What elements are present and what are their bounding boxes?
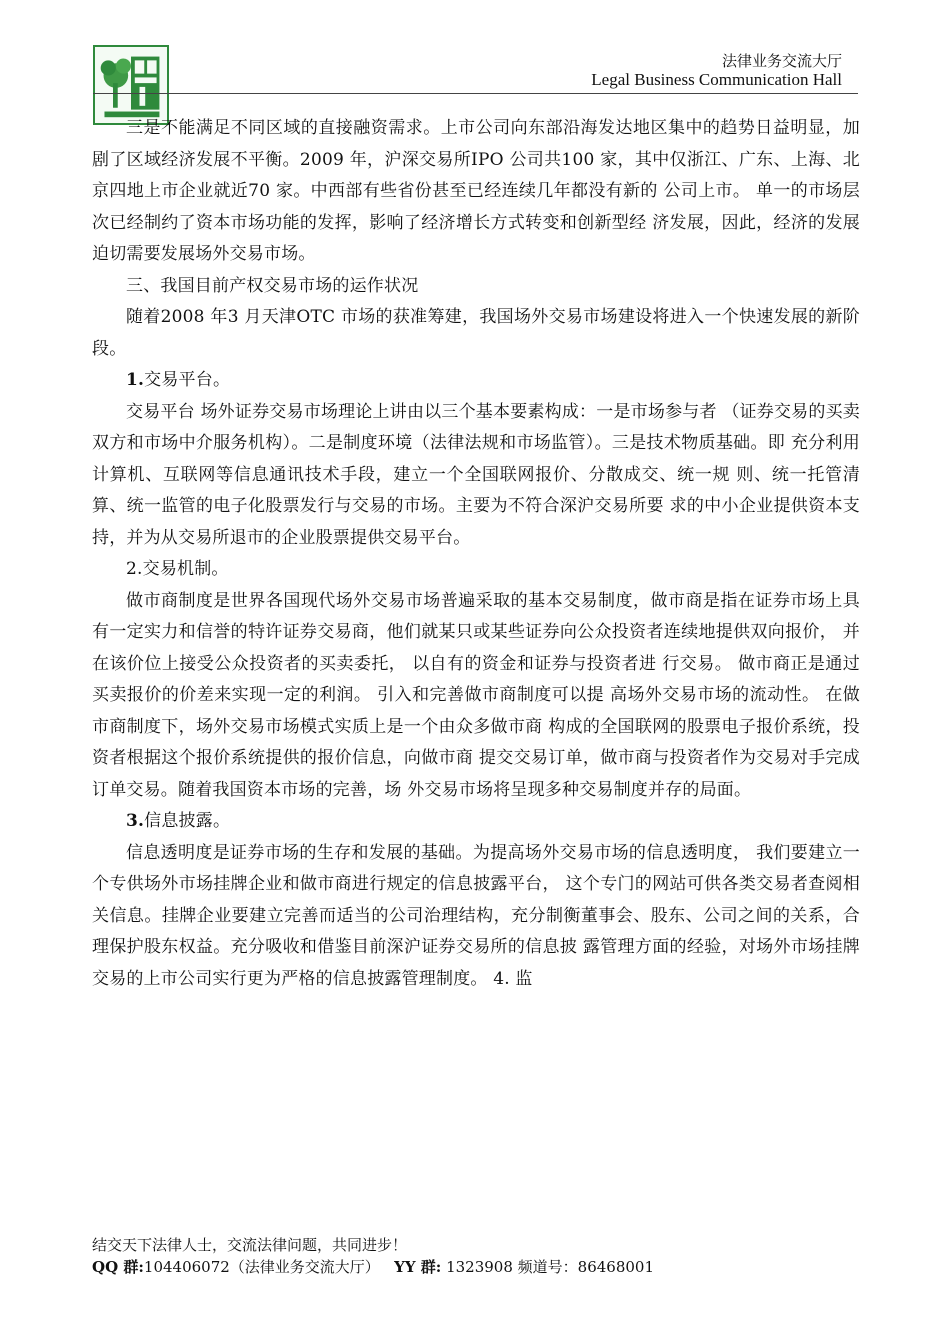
yy-group-label: YY 群: (394, 1258, 442, 1276)
law-tree-logo-icon (95, 47, 167, 123)
subheading-trading-mechanism: 2.交易机制。 (126, 559, 229, 579)
paragraph-market-maker: 做市商制度是世界各国现代场外交易市场普遍采取的基本交易制度，做市商是指在证券市场上具有一定实力和信誉的特许证券交易商，他们就某只或某些证券向公众投资者连续地提供双向报价， 并在该价位上接受公众投资者的买卖委托， 以自有的资金和证券与投资者进 行交易。 做市商正是通过买卖报价的价差来实现一定的利润。 引入和完善做市商制度可以提 高场外交易市场的流动性。 在做市商制度下，场外交易市场模式实质上是一个由众多做市商 构成的全国联网的股票电子报价系统，投资者根据这个报价系统提供的报价信息，向做市商 提交交易订单，做市商与投资者作为交易对手完成订单交易。随着我国资本市场的完善，场 外交易市场将呈现多种交易制度并存的局面。 (92, 590, 860, 800)
page-footer (92, 1234, 654, 1278)
paragraph-regional-financing: 三是不能满足不同区域的直接融资需求。上市公司向东部沿海发达地区集中的趋势日益明显，加剧了区域经济发展不平衡。2009 年，沪深交易所IPO 公司共100 家，其中仅浙江、广东、上海、北京四地上市企业就近70 家。中西部有些省份甚至已经连续几年都没有新的 公司上市。 单一的市场层次已经制约了资本市场功能的发挥，影响了经济增长方式转变和创新型经 济发展，因此，经济的发展迫切需要发展场外交易市场。 (92, 118, 860, 264)
header-title-en: Legal Business Communication Hall (591, 70, 842, 89)
subheading-label: 信息披露。 (144, 811, 231, 831)
subheading-label: 交易平台。 (144, 370, 231, 390)
section-heading-property-market: 三、我国目前产权交易市场的运作状况 (126, 275, 419, 296)
paragraph-disclosure: 信息透明度是证券市场的生存和发展的基础。为提高场外交易市场的信息透明度， 我们要建立一个专供场外市场挂牌企业和做市商进行规定的信息披露平台， 这个专门的网站可供各类交易者查阅相关信息。挂牌企业要建立完善而适当的公司治理结构，充分制衡董事会、股东、公司之间的关系，合理保护股东权益。充分吸收和借鉴目前深沪证券交易所的信息披 露管理方面的经验，对场外市场挂牌交易的上市公司实行更为严格的信息披露管理制度。 4. 监 (92, 842, 860, 989)
qq-group-value: 104406072（法律业务交流大厅） (143, 1258, 380, 1276)
yy-group-value: 1323908 频道号：86468001 (446, 1258, 655, 1276)
subheading-number: 1. (126, 370, 145, 390)
document-body (92, 113, 860, 995)
qq-group-label: QQ 群: (92, 1258, 144, 1276)
footer-slogan: 结交天下法律人士，交流法律问题，共同进步！ (92, 1236, 408, 1254)
subheading-number: 3. (126, 811, 145, 831)
header-divider (93, 93, 858, 94)
header-title-cn: 法律业务交流大厅 (721, 52, 842, 70)
subheading-disclosure (92, 806, 860, 838)
paragraph-tianjin-otc: 随着2008 年3 月天津OTC 市场的获准筹建，我国场外交易市场建设将进入一个快速发展的新阶段。 (92, 307, 860, 359)
paragraph-trading-platform: 交易平台 场外证券交易市场理论上讲由以三个基本要素构成：一是市场参与者 （证券交易的买卖双方和市场中介服务机构）。二是制度环境（法律法规和市场监管）。三是技术物质基础。即 充分利用计算机、互联网等信息通讯技术手段，建立一个全国联网报价、分散成交、统一规 则、统一托管清算、统一监管的电子化股票发行与交易的市场。主要为不符合深沪交易所要 求的中小企业提供资本支持，并为从交易所退市的企业股票提供交易平台。 (92, 401, 860, 548)
subheading-trading-platform (92, 365, 860, 397)
footer-contact (92, 1256, 654, 1278)
